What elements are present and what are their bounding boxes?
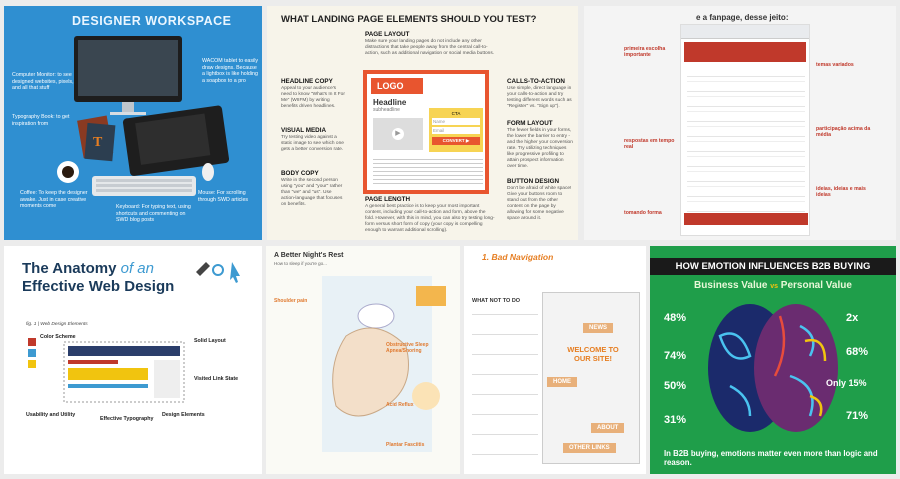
heading-body-copy: BODY COPY [281,170,319,177]
title-anatomy: The Anatomy [22,260,117,277]
nav-about[interactable]: ABOUT [591,423,624,433]
fb-feed [687,67,805,217]
note-3: tomando forma [624,210,662,216]
brain-illustration [650,246,896,474]
stat-left-1: 48% [664,312,687,324]
panel-title: e a fanpage, desse jeito: [696,13,789,22]
heading-page-length: PAGE LENGTH [365,196,411,203]
welcome-text: WELCOME TO OUR SITE! [567,345,619,363]
label-wacom: WACOM tablet to easily draw designs. Because a lightbox is like holding a soapbox to a pro [202,58,259,84]
label-keyboard: Keyboard: For typing text, using shortcuts and commenting on SWD blog posts [116,204,191,223]
heading-form-layout: FORM LAYOUT [507,120,553,127]
text-form-layout: The fewer fields in your forms, the lower the barrier to entry - and the higher your conversion rate. Try utilizing techniques like progressive profiling to attain prospect information over time. [507,128,573,169]
sleep-illustration [266,246,460,474]
mock-headline: Headline [373,98,407,107]
anatomy-illustration [4,246,262,474]
title-line-2: Effective Web Design [22,278,175,295]
stat-right-1: 2x [846,312,859,324]
note-5: participação acima da média [816,126,871,138]
panel-title: HOW EMOTION INFLUENCES B2B BUYING [650,258,896,275]
label-monitor: Computer Monitor: to see designed websites, pixels, and all that stuff [12,72,74,91]
business-value: Business Value [694,280,768,291]
emotion-b2b-panel [650,246,896,474]
heading-color-scheme: Color Scheme [40,334,76,340]
label-mouse: Mouse: For scrolling through SWD articles [198,190,249,203]
nav-news[interactable]: NEWS [583,323,613,333]
stat-left-4: 31% [664,414,687,426]
label-coffee: Coffee: To keep the designer awake. Just in case creative moments come [20,190,88,209]
fb-footer-banner [684,213,808,225]
panel-title: A Better Night's Rest [274,252,344,259]
mock-cta-label: CTA [451,111,461,116]
label-shoulder-pain: Shoulder pain [274,298,308,304]
mock-convert-button[interactable]: CONVERT ▶ [432,137,480,145]
heading-cta: CALLS-TO-ACTION [507,78,565,85]
mock-body-lines [373,156,483,184]
heading-page-layout: PAGE LAYOUT [365,31,410,38]
label-plantar-fasciitis: Plantar Fasciitis [386,442,425,448]
panel-title: 1. Bad Navigation [482,252,554,262]
mock-name-field[interactable]: Name [432,118,480,125]
vs-label: vs [770,283,778,290]
text-headline-copy: Appeal to your audience's need to know "What's In It For Me" (WIIFM) by writing benefits driven headlines. [281,86,345,109]
personal-value: Personal Value [780,280,852,291]
heading-visited-link: Visited Link State [194,376,239,382]
label-acid-reflux: Acid Reflux [386,402,414,408]
heading-visual-media: VISUAL MEDIA [281,127,327,134]
fanpage-panel [584,6,896,240]
text-cta: Use simple, direct language in your calls-to-action and try testing different words such as "Register" vs. "Sign up"). [507,86,572,109]
bad-navigation-panel [464,246,646,474]
stat-right-2: 68% [846,346,869,358]
note-6: ideias, ideias e mais ideias [816,186,866,198]
text-visual-media: Try testing video against a static image to see which one gets a better conversion rate. [281,135,344,152]
heading-typography: Effective Typography [100,416,154,422]
better-night-rest-panel [266,246,460,474]
label-typography: Typography Book: to get inspiration from [12,114,70,127]
stat-right-4: 71% [846,410,869,422]
label-sleep-apnea: Obstructive Sleep Apnea/Snoring [386,342,429,354]
mock-form [429,108,483,152]
heading-button-design: BUTTON DESIGN [507,178,560,185]
site-mockup [542,292,640,464]
text-body-copy: Write in the second person using "you" and "your" rather than "we" and "us". Use action-language that focuses on benefits. [281,178,343,207]
mouse [202,163,214,181]
panel-subtitle: How to sleep if you're go... [274,261,327,266]
mock-subheadline: subheadline [373,107,400,113]
fb-banner [684,42,806,62]
heading-usability: Usability and Utility [26,412,76,418]
note-2: respostas em tempo real [624,138,675,150]
text-button-design: Don't be afraid of white space! Give your buttons room to stand out from the other content on the page by allowing for some negative space around it. [507,186,572,221]
mock-logo: LOGO [371,78,423,94]
svg-text:T: T [93,135,103,150]
heading-headline-copy: HEADLINE COPY [281,78,333,85]
landing-page-elements-panel [267,6,578,240]
guidance-text-lines [472,308,538,458]
cursor-icon [230,262,240,283]
mock-video [373,118,423,150]
panel-title: WHAT LANDING PAGE ELEMENTS SHOULD YOU TEST? [281,14,537,25]
anatomy-web-design-panel [4,246,262,474]
landing-page-mockup [363,70,489,194]
fb-tabs [681,25,809,39]
mock-email-field[interactable]: Email [432,127,480,134]
note-1: primeira escolha importante [624,46,666,58]
stat-left-3: 50% [664,380,687,392]
facebook-page-mockup [680,24,810,236]
stat-right-3: Only 15% [826,378,867,388]
nav-other-links[interactable]: OTHER LINKS [563,443,616,453]
stat-left-2: 74% [664,350,687,362]
text-page-layout: Make sure your landing pages do not include any other distractions that take people away from the central call-to-action, such as additional navigation or social media buttons. [365,39,495,56]
figure-caption: fig. 1 | Web Design Elements [26,322,88,327]
nav-home[interactable]: HOME [547,377,577,387]
text-page-length: A general best practice is to keep your most important content, including your call-to-action and form, above the fold. However, with this in mind, you can also try testing long-form versus short form of copy (your copy is compelling enough to warrant additional scrolling). [365,204,495,233]
panel-title: DESIGNER WORKSPACE [72,14,232,28]
heading-design-elements: Design Elements [162,412,205,418]
title-of: of an [120,260,154,277]
play-icon: ▶ [392,128,404,140]
heading-solid-layout: Solid Layout [194,338,226,344]
bottom-caption: In B2B buying, emotions matter even more than logic and reason. [664,449,878,467]
heading-what-not-to-do: WHAT NOT TO DO [472,298,521,304]
note-4: temas variados [816,62,854,68]
designer-workspace-panel [4,6,262,240]
